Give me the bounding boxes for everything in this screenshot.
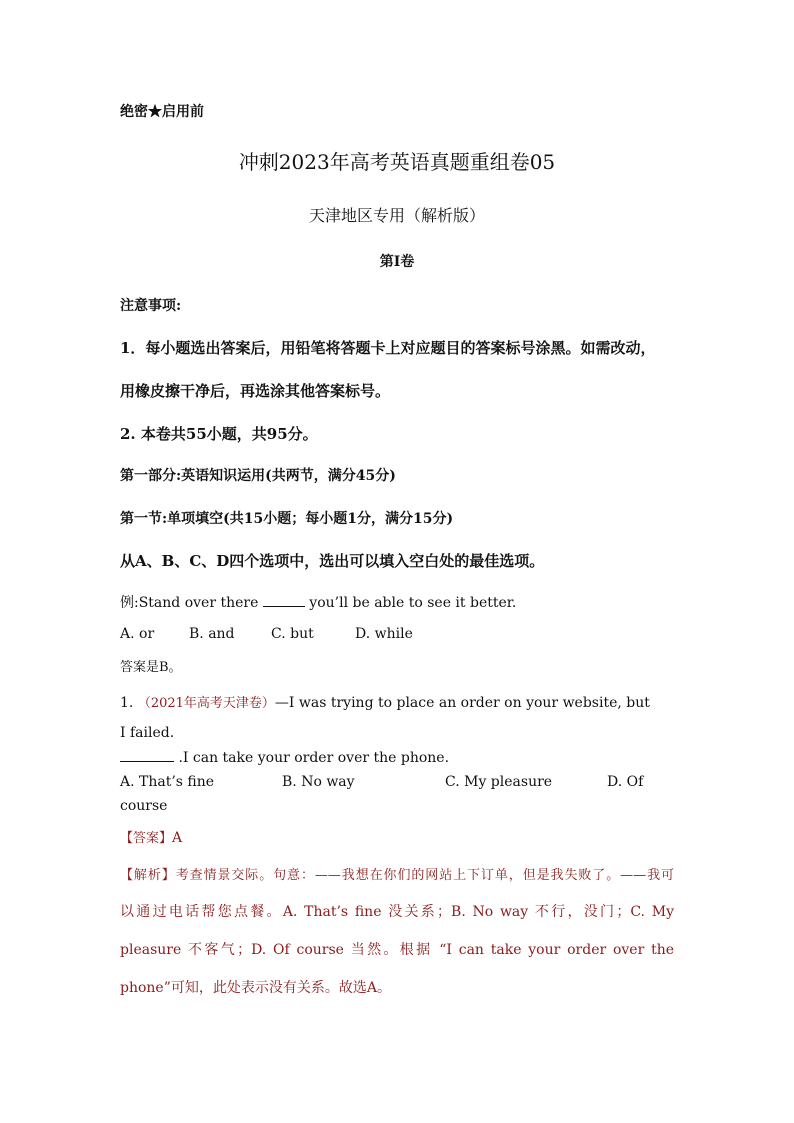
answer-line <box>120 827 182 846</box>
example-sentence <box>120 592 516 612</box>
example-prefix: 例:Stand over there <box>120 595 259 611</box>
answer-label: 【答案】 <box>120 831 173 846</box>
example-suffix: you’ll be able to see it better. <box>309 595 517 611</box>
answer-value: A <box>172 830 183 846</box>
question-1-reply <box>120 749 449 766</box>
analysis-line-2: 以通过电话帮您点餐。A. That’s fine 没关系；B. No way 不行，没门；C. My <box>120 904 674 920</box>
document-title: 冲刺2023年高考英语真题重组卷05 <box>238 150 556 174</box>
volume-label: 第I卷 <box>379 254 415 270</box>
example-answer: 答案是B。 <box>120 660 182 675</box>
question-1-option-a: A. That’s fine <box>120 774 215 790</box>
question-1-blank <box>120 749 174 762</box>
question-1-option-c: C. My pleasure <box>445 774 553 790</box>
question-source: （2021年高考天津卷） <box>137 696 275 711</box>
notes-item-1-line-1: 1．每小题选出答案后，用铅笔将答题卡上对应题目的答案标号涂黑。如需改动， <box>120 339 656 357</box>
question-1-stem-line-2: I failed. <box>120 725 175 741</box>
question-1-stem-line-1 <box>120 692 650 711</box>
secret-mark: 绝密★启用前 <box>120 104 204 120</box>
analysis-line-4: phone”可知，此处表示没有关系。故选A。 <box>120 980 391 996</box>
question-1-reply-text: .I can take your order over the phone. <box>178 750 450 766</box>
example-option-a: A. or <box>120 626 155 642</box>
example-option-d: D. while <box>355 626 413 642</box>
analysis-line-1 <box>120 864 674 883</box>
analysis-label: 【解析】 <box>120 868 176 883</box>
section1-heading: 第一节:单项填空(共15小题；每小题1分，满分15分) <box>120 511 454 527</box>
example-option-b: B. and <box>189 626 235 642</box>
notes-item-2: 2. 本卷共55小题，共95分。 <box>120 425 318 443</box>
question-1-option-b: B. No way <box>282 774 355 790</box>
part1-heading: 第一部分:英语知识运用(共两节，满分45分) <box>120 468 396 484</box>
example-option-c: C. but <box>271 626 314 642</box>
analysis-text-1: 考查情景交际。句意：——我想在你们的网站上下订单，但是我失败了。——我可 <box>175 868 674 883</box>
instruction-text: 从A、B、C、D四个选项中，选出可以填入空白处的最佳选项。 <box>120 552 545 570</box>
example-blank <box>263 594 305 607</box>
question-stem: —I was trying to place an order on your website, but <box>274 695 650 711</box>
notes-heading: 注意事项: <box>120 298 182 314</box>
analysis-line-3: pleasure 不客气；D. Of course 当然。根据 “I can take your order over the <box>120 942 674 958</box>
document-subtitle: 天津地区专用（解析版） <box>308 206 485 225</box>
question-1-option-d-wrap: course <box>120 798 168 814</box>
notes-item-1-line-2: 用橡皮擦干净后，再选涂其他答案标号。 <box>120 382 391 400</box>
question-1-option-d: D. Of <box>607 774 644 790</box>
question-number: 1. <box>120 695 134 711</box>
